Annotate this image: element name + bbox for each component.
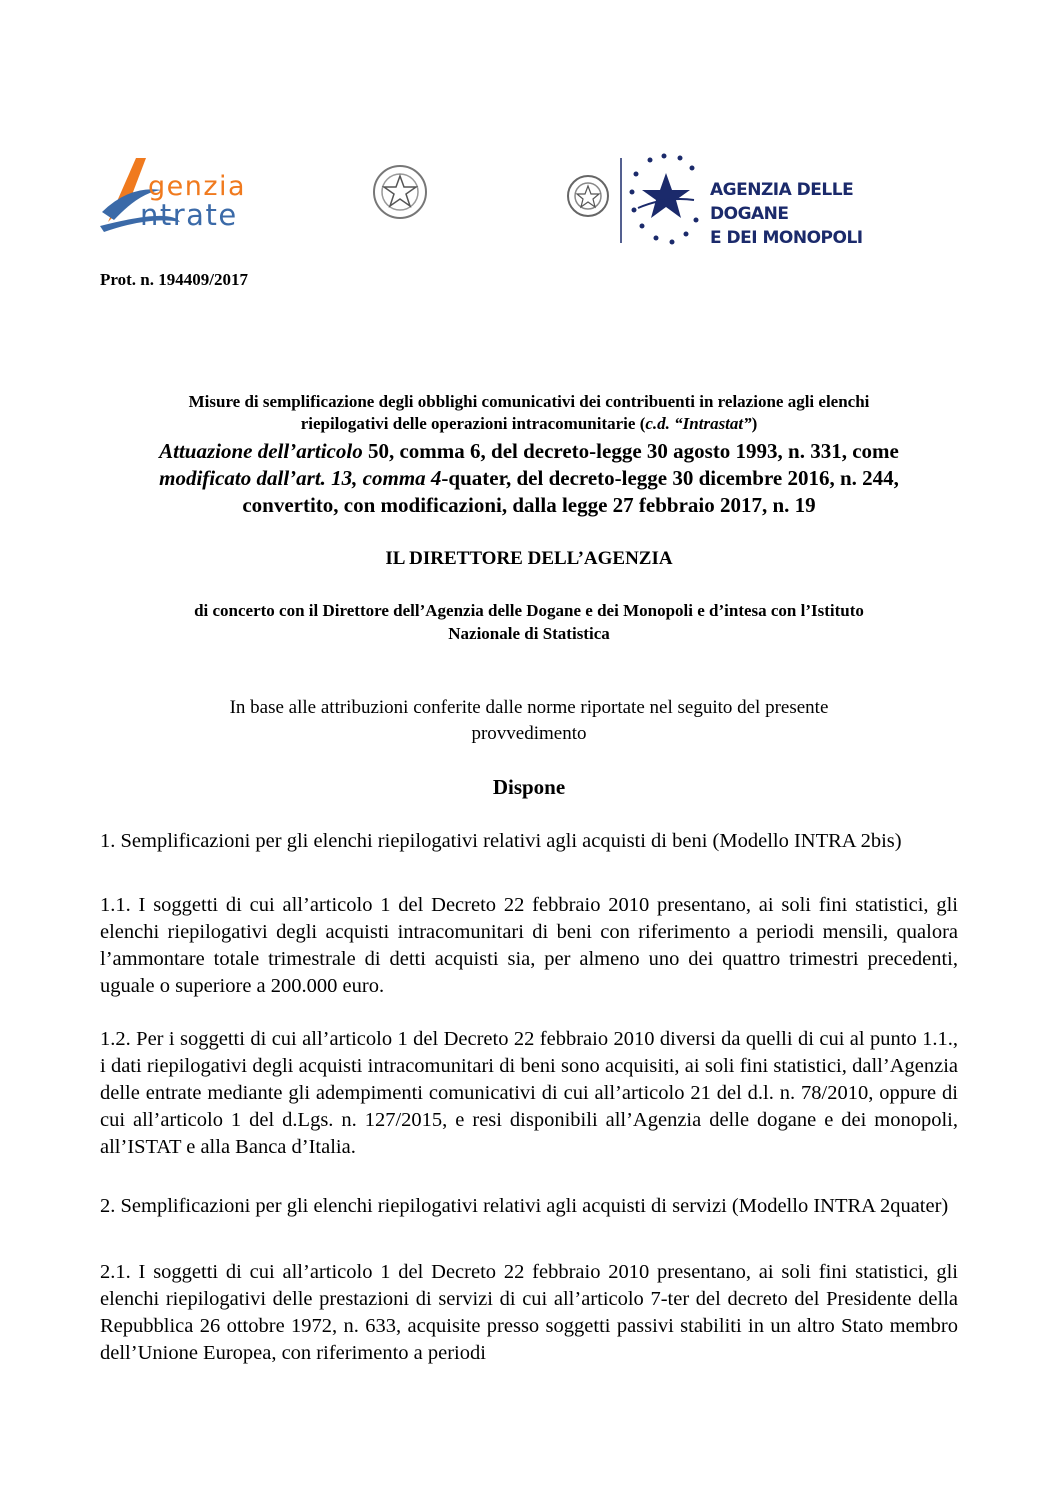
section-1-heading: 1. Semplificazioni per gli elenchi riepilogativi relativi agli acquisti di beni (Modello INTRA 2bis): [100, 830, 902, 852]
modificato-rest: -quater, del decreto-legge 30 dicembre 2016, n. 244,: [441, 466, 899, 490]
base-text: [100, 695, 958, 747]
attuazione-line3: convertito, con modificazioni, dalla legge 27 febbraio 2017, n. 19: [242, 493, 816, 517]
concerto-line1: di concerto con il Direttore dell’Agenzia delle Dogane e dei Monopoli e d’intesa con l’Istituto: [194, 601, 864, 620]
agenzia-dogane-logo: [566, 148, 906, 258]
dogane-line1: AGENZIA DELLE DOGANE: [710, 180, 854, 224]
title-intrastat: c.d. “Intrastat”: [645, 414, 752, 433]
title-line2: [100, 413, 958, 435]
agenzia-entrate-logo: [100, 150, 450, 235]
concerto-line2: Nazionale di Statistica: [448, 624, 610, 643]
dogane-line2: E DEI MONOPOLI: [710, 228, 863, 248]
section-2-heading: 2. Semplificazioni per gli elenchi riepilogativi relativi agli acquisti di servizi (Modello INTRA 2quater): [100, 1195, 949, 1217]
attuazione-italic: Attuazione dell’articolo: [159, 439, 363, 463]
paragraph-1-2: 1.2. Per i soggetti di cui all’articolo 1 del Decreto 22 febbraio 2010 diversi da quelli di cui al punto 1.1., i dati riepilogativi degli acquisti intracomunitari di beni sono acquisiti, ai soli fini statistici, dall’Agenzia delle entrate mediante gli adempimenti comunicativi di cui all’articolo 21 del d.l. n. 78/2010, oppure di cui all’articolo 1 del d.Lgs. n. 127/2015, e resi disponibili all’Agenzia delle dogane e dei monopoli, all’ISTAT e alla Banca d’Italia.: [100, 1028, 958, 1158]
title-line2-close: ): [751, 414, 758, 433]
concerto-text: [100, 599, 958, 645]
title-line2-text: riepilogativi delle operazioni intracomunitarie (: [300, 414, 646, 433]
base-line2: provvedimento: [471, 723, 587, 744]
attuazione-line2: [100, 465, 958, 492]
director-heading: IL DIRETTORE DELL’AGENZIA: [385, 548, 673, 569]
dogane-logo-text: [710, 178, 906, 250]
modificato-italic: modificato dall’art. 13, comma 4: [159, 466, 442, 490]
attuazione-rest: 50, comma 6, del decreto-legge 30 agosto 1993, n. 331, come: [362, 439, 899, 463]
title-attuazione: [100, 438, 958, 519]
paragraph-2-1: 2.1. I soggetti di cui all’articolo 1 del Decreto 22 febbraio 2010 presentano, ai soli fini statistici, gli elenchi riepilogativi delle prestazioni di servizi di cui all’articolo 7-ter del decreto del Presidente della Repubblica 26 ottobre 1972, n. 633, acquisite presso soggetti passivi stabiliti in un altro Stato membro dell’Unione Europea, con riferimento a periodi: [100, 1261, 958, 1364]
title-measures: [100, 391, 958, 435]
dispone-heading: Dispone: [492, 775, 566, 799]
protocol-number: Prot. n. 194409/2017: [100, 270, 248, 289]
logo-text-ntrate: ntrate: [140, 198, 238, 232]
base-line1: In base alle attribuzioni conferite dalle norme riportate nel seguito del presente: [229, 697, 829, 718]
title-line1: Misure di semplificazione degli obblighi comunicativi dei contribuenti in relazione agli elenchi: [188, 392, 870, 411]
logo-text-genzia: genzia: [148, 171, 247, 202]
attuazione-line1: [100, 438, 958, 465]
paragraph-1-1: 1.1. I soggetti di cui all’articolo 1 del Decreto 22 febbraio 2010 presentano, ai soli fini statistici, gli elenchi riepilogativi degli acquisti intracomunitari di beni con riferimento a periodi mensili, qualora l’ammontare totale trimestrale di detti acquisti sia, per almeno uno dei quattro trimestri precedenti, uguale o superiore a 200.000 euro.: [100, 894, 958, 997]
